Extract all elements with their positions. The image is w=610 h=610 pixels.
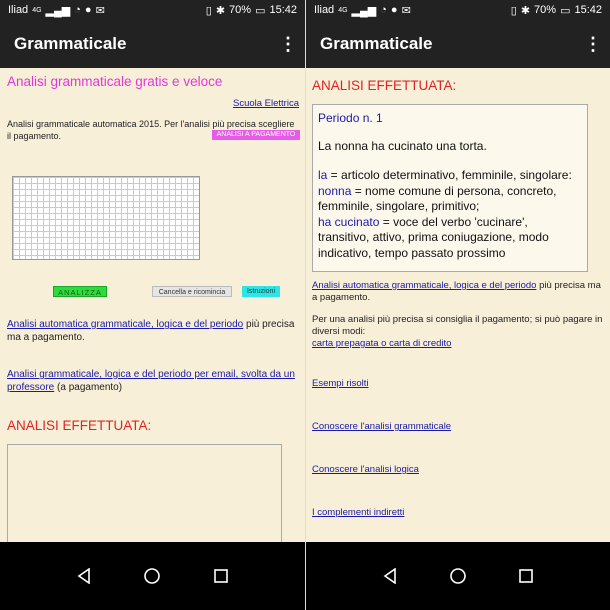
notification-icon: ✉ <box>95 4 105 17</box>
wifi-icon: ◔ <box>380 4 387 16</box>
right-phone-screen <box>305 0 610 610</box>
recent-apps-icon[interactable] <box>515 565 537 587</box>
paid-analysis-suffix: più precisa ma a pagamento. <box>312 280 601 303</box>
istruzioni-button[interactable]: Istruzioni <box>242 286 280 297</box>
analysis-desc: = nome comune di persona, concreto, femminile, singolare, primitivo; <box>318 183 557 213</box>
analysis-heading: ANALISI EFFETTUATA: <box>7 418 152 433</box>
battery-percent: 70% <box>534 4 557 16</box>
analizza-button[interactable]: ANALIZZA <box>53 286 107 297</box>
carrier-name: Iliad <box>314 4 335 16</box>
paid-analysis-paragraph <box>312 280 604 304</box>
sentence-input-area[interactable] <box>12 176 200 260</box>
location-icon: ● <box>84 4 92 16</box>
payment-methods-link[interactable]: carta prepagata o carta di credito <box>312 338 452 349</box>
page-content <box>0 68 305 542</box>
recent-apps-icon[interactable] <box>210 565 232 587</box>
analysis-desc: = voce del verbo 'cucinare', transitivo, attivo, prima coniugazione, modo indicativo, tempo passato prossimo <box>318 214 549 260</box>
navigation-bar <box>0 542 305 610</box>
analisi-grammaticale-link[interactable]: Conoscere l'analisi grammaticale <box>312 421 452 432</box>
analysis-heading: ANALISI EFFETTUATA: <box>312 78 457 93</box>
location-icon: ● <box>390 4 398 16</box>
home-icon[interactable] <box>141 565 163 587</box>
back-icon[interactable] <box>379 565 401 587</box>
status-bar <box>0 0 305 20</box>
analysis-word: la <box>318 168 328 182</box>
overflow-menu-icon[interactable]: ⋮ <box>279 34 297 54</box>
analisi-logica-link[interactable]: Conoscere l'analisi logica <box>312 464 419 475</box>
page-heading: Analisi grammaticale gratis e veloce <box>7 74 223 89</box>
signal-icon: ▂▄▆ <box>351 4 377 17</box>
payment-paragraph <box>312 314 604 350</box>
home-icon[interactable] <box>447 565 469 587</box>
app-title: Grammaticale <box>320 34 433 53</box>
battery-icon: ▭ <box>255 4 266 17</box>
app-title: Grammaticale <box>14 34 127 53</box>
analysis-desc: = articolo determinativo, femminile, singolare: <box>327 168 572 182</box>
esempi-risolti-link[interactable]: Esempi risolti <box>312 378 369 389</box>
analysis-result-box <box>7 444 282 542</box>
page-content <box>306 68 610 542</box>
network-type: 4G <box>32 6 42 14</box>
cancella-button[interactable]: Cancella e ricomincia <box>152 286 232 297</box>
paid-analysis-suffix: più precisa ma a pagamento. <box>7 319 295 343</box>
paid-analysis-link[interactable]: Analisi automatica grammaticale, logica e del periodo <box>7 319 244 330</box>
clock: 15:42 <box>574 4 602 16</box>
email-analysis-link[interactable]: Analisi grammaticale, logica e del periodo per email, svolta da un professore <box>7 369 295 393</box>
overflow-menu-icon[interactable]: ⋮ <box>584 34 602 54</box>
carrier-name: Iliad <box>8 4 29 16</box>
analysis-item <box>318 184 582 215</box>
email-analysis-suffix: (a pagamento) <box>54 382 123 393</box>
paid-analysis-paragraph <box>7 318 299 344</box>
analysis-word: ha cucinato <box>318 214 380 229</box>
vibrate-icon: ▯ <box>205 4 212 17</box>
analysis-result-box <box>312 104 588 272</box>
app-bar <box>306 20 610 68</box>
complementi-indiretti-link[interactable]: I complementi indiretti <box>312 507 405 518</box>
signal-icon: ▂▄▆ <box>45 4 71 17</box>
payment-text: Per una analisi più precisa si consiglia il pagamento; si può pagare in diversi modi: <box>312 314 603 337</box>
battery-icon: ▭ <box>560 4 571 17</box>
network-type: 4G <box>338 6 348 14</box>
email-analysis-paragraph <box>7 368 299 394</box>
battery-percent: 70% <box>229 4 252 16</box>
periodo-label: Periodo n. 1 <box>318 111 383 125</box>
bluetooth-icon: ✱ <box>520 4 531 17</box>
analysis-item <box>318 215 582 262</box>
pay-analysis-button[interactable]: ANALISI A PAGAMENTO <box>212 130 300 140</box>
vibrate-icon: ▯ <box>510 4 517 17</box>
paid-analysis-link[interactable]: Analisi automatica grammaticale, logica e del periodo <box>312 280 537 291</box>
bluetooth-icon: ✱ <box>215 4 226 17</box>
app-bar <box>0 20 305 68</box>
description-text: Analisi grammaticale automatica 2015. Per l'analisi più precisa scegliere il pagamento. <box>7 119 295 141</box>
navigation-bar <box>306 542 610 610</box>
analysis-word: nonna <box>318 183 352 198</box>
analyzed-sentence: La nonna ha cucinato una torta. <box>318 138 487 153</box>
status-bar <box>306 0 610 20</box>
scuola-elettrica-link[interactable]: Scuola Elettrica <box>232 98 299 109</box>
wifi-icon: ◔ <box>74 4 81 16</box>
clock: 15:42 <box>269 4 297 16</box>
back-icon[interactable] <box>73 565 95 587</box>
notification-icon: ✉ <box>401 4 411 17</box>
analysis-item <box>318 168 582 184</box>
